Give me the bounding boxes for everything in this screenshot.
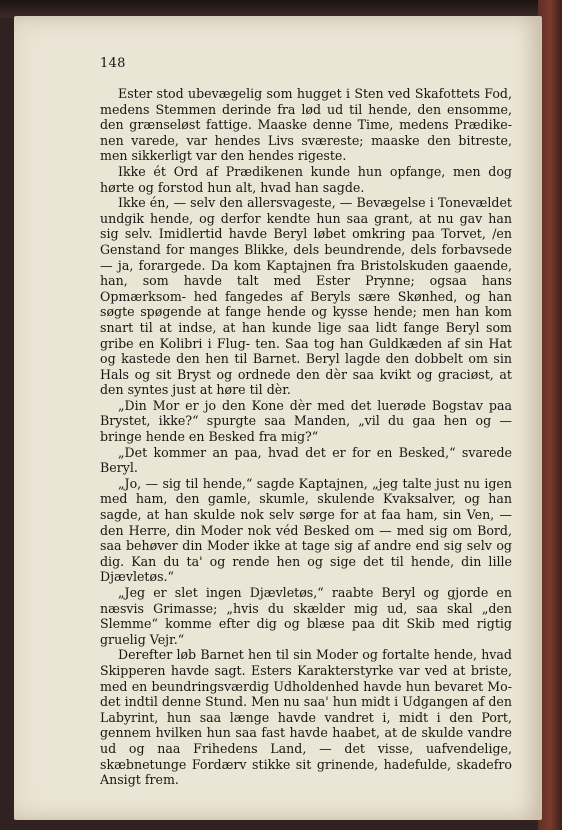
paragraph: „Det kommer an paa, hvad det er for en Besked,“ svarede Beryl. — [100, 444, 512, 476]
paragraph: Ester stod ubevægelig som hugget i Sten ved Skafottets Fod, medens Stemmen derinde fra lød ud til hende, den ensomme, den grænseløst fattige. Maaske denne Time, medens Prædike- nen varede, var hendes Livs sværeste; maaske den bitreste, men sikkerligt var den hendes rigeste. — [100, 86, 512, 164]
paragraph: Ikke én, — selv den allersvageste, — Bevægelse i Tonevældet undgik hende, og derfor kendte hun saa grant, at nu gav han sig selv. Imidlertid havde Beryl løbet omkring paa Torvet, /en Genstand for manges Blikke, dels beundrende, dels forbavsede — ja, forargede. Da kom Kaptajnen fra Bristolskuden gaaende, han, som havde talt med Ester Prynne; ogsaa hans Opmærksom- hed fangedes af Beryls sære Skønhed, og han søgte spøgende at fange hende og kysse hende; men han kom snart til at indse, at han kunde lige saa lidt fange Beryl som gribe en Kolibri i Flug- ten. Saa tog han Guldkæden af sin Hat og kastede den hen til Barnet. Beryl lagde den dobbelt om sin Hals og sit Bryst og ordnede den dèr saa kvikt og graciøst, at den syntes just at høre til dèr. — [100, 195, 512, 398]
book-page — [14, 16, 542, 820]
page-text — [100, 86, 512, 788]
paragraph: Ikke ét Ord af Prædikenen kunde hun opfange, men dog hørte og forstod hun alt, hvad han sagde. — [100, 163, 512, 195]
paragraph: Derefter løb Barnet hen til sin Moder og fortalte hende, hvad Skipperen havde sagt. Esters Karakterstyrke var ved at briste, med en beundringsværdig Udholdenhed havde hun bevaret Mo- det indtil denne Stund. Men nu saa' hun midt i Udgangen af den Labyrint, hun saa længe havde vandret i, midt i den Port, gennem hvilken hun saa fast havde haabet, at de skulde vandre ud og naa Frihedens Land, — det visse, uafvendelige, skæbnetunge Fordærv stikke sit grinende, hadefulde, skadefro Ansigt frem. — [100, 647, 512, 788]
page-number: 148 — [100, 56, 126, 71]
paragraph: „Jo, — sig til hende,“ sagde Kaptajnen, „jeg talte just nu igen med ham, den gamle, skumle, skulende Kvaksalver, og han sagde, at han skulde nok selv sørge for at faa ham, sin Ven, — den Herre, din Moder nok véd Besked om — med sig om Bord, saa behøver din Moder ikke at tage sig af andre end sig selv og dig. Kan du ta' og rende hen og sige det til hende, din lille Djævletøs.“ — [100, 475, 512, 585]
paragraph: „Jeg er slet ingen Djævletøs,“ raabte Beryl og gjorde en næsvis Grimasse; „hvis du skælder mig ud, saa skal „den Slemme“ komme efter dig og blæse paa dit Skib med rigtig gruelig Vejr.“ — [100, 585, 512, 647]
paragraph: „Din Mor er jo den Kone dèr med det luerøde Bogstav paa Brystet, ikke?“ spurgte saa Manden, „vil du gaa hen og — bringe hende en Besked fra mig?“ — [100, 397, 512, 445]
